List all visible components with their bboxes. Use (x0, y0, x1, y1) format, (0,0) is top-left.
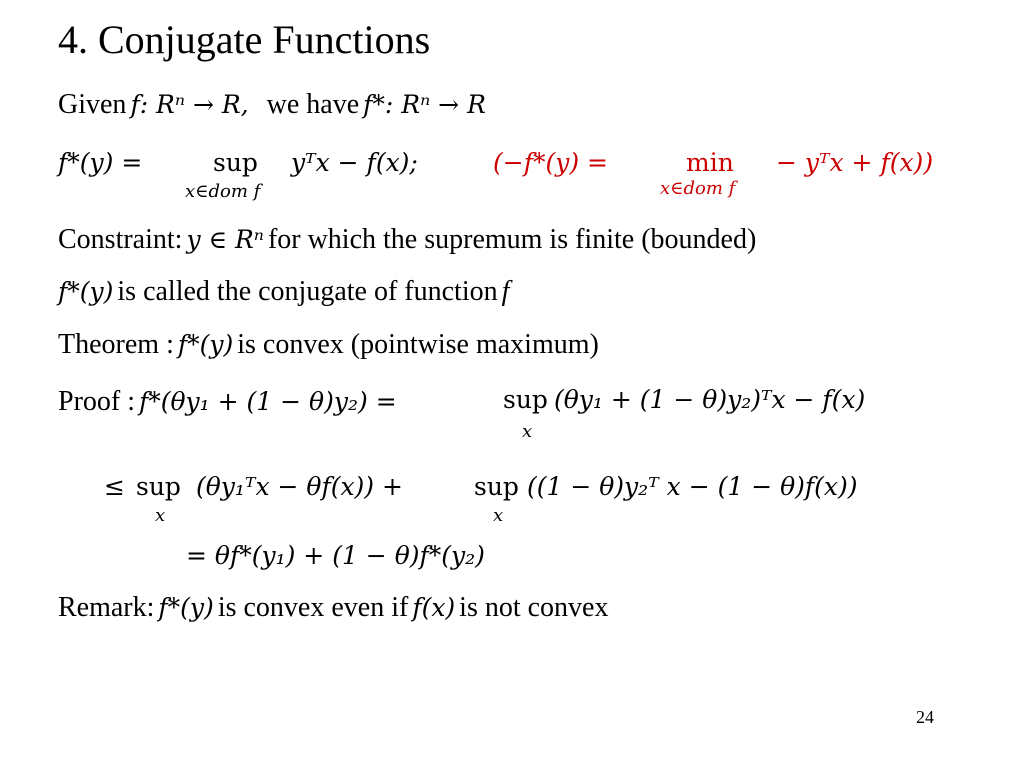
constraint-label: Constraint: (58, 224, 183, 255)
remark-line (58, 591, 608, 625)
theorem-text: is convex (pointwise maximum) (237, 329, 599, 360)
proof-lhs: f*(θy₁ + (1 − θ)y₂) = (139, 387, 397, 416)
slide-title: 4. Conjugate Functions (58, 17, 431, 62)
proof-label: Proof : (58, 386, 135, 417)
def-sup-subscript: x∈dom f (185, 181, 261, 202)
constraint-math: y ∈ Rⁿ (186, 225, 264, 254)
remark-math2: f(x) (412, 593, 456, 622)
ineq-term1: (θy₁ᵀx − θf(x)) + (196, 472, 403, 501)
ineq-sup2: sup (474, 472, 519, 501)
theorem-line (58, 328, 599, 362)
proof-line (58, 385, 397, 419)
equality-line: = θf*(y₁) + (1 − θ)f*(y₂) (186, 541, 485, 570)
map-fstar: f*: Rⁿ → R (363, 90, 486, 119)
ineq-term2: ((1 − θ)y₂ᵀ x − (1 − θ)f(x)) (527, 472, 858, 501)
ineq-sup1-subscript: x (155, 505, 166, 526)
remark-label: Remark: (58, 592, 155, 623)
conjugate-f: f (501, 276, 510, 307)
proof-sup: sup (503, 385, 548, 414)
def-sup: sup (213, 148, 258, 177)
remark-text1: is convex even if (217, 592, 409, 623)
proof-rhs: (θy₁ + (1 − θ)y₂)ᵀx − f(x) (554, 385, 866, 414)
proof-sup-subscript: x (522, 421, 533, 442)
def-body: yᵀx − f(x); (291, 148, 418, 177)
neg-def-min: min (686, 148, 734, 177)
neg-def-min-subscript: x∈dom f (660, 178, 736, 199)
neg-def-lhs: (−f*(y) = (493, 148, 608, 177)
constraint-line (58, 223, 756, 257)
map-f: f: Rⁿ → R, (130, 90, 249, 119)
theorem-label: Theorem : (58, 329, 174, 360)
we-have-label: we have (266, 89, 360, 120)
page-number: 24 (916, 707, 934, 727)
conjugate-line (58, 275, 509, 309)
neg-def-rhs: − yᵀx + f(x)) (776, 148, 934, 177)
ineq-leq: ≤ (104, 472, 125, 501)
given-line (58, 88, 486, 122)
ineq-sup1: sup (136, 472, 181, 501)
conjugate-text: is called the conjugate of function (117, 276, 498, 307)
remark-text2: is not convex (459, 592, 609, 623)
theorem-math: f*(y) (177, 330, 234, 359)
given-label: Given (58, 89, 127, 120)
conjugate-math: f*(y) (58, 277, 114, 306)
remark-math1: f*(y) (158, 593, 214, 622)
constraint-text: for which the supremum is finite (bounded) (267, 224, 757, 255)
ineq-sup2-subscript: x (493, 505, 504, 526)
def-lhs: f*(y) = (58, 148, 143, 177)
